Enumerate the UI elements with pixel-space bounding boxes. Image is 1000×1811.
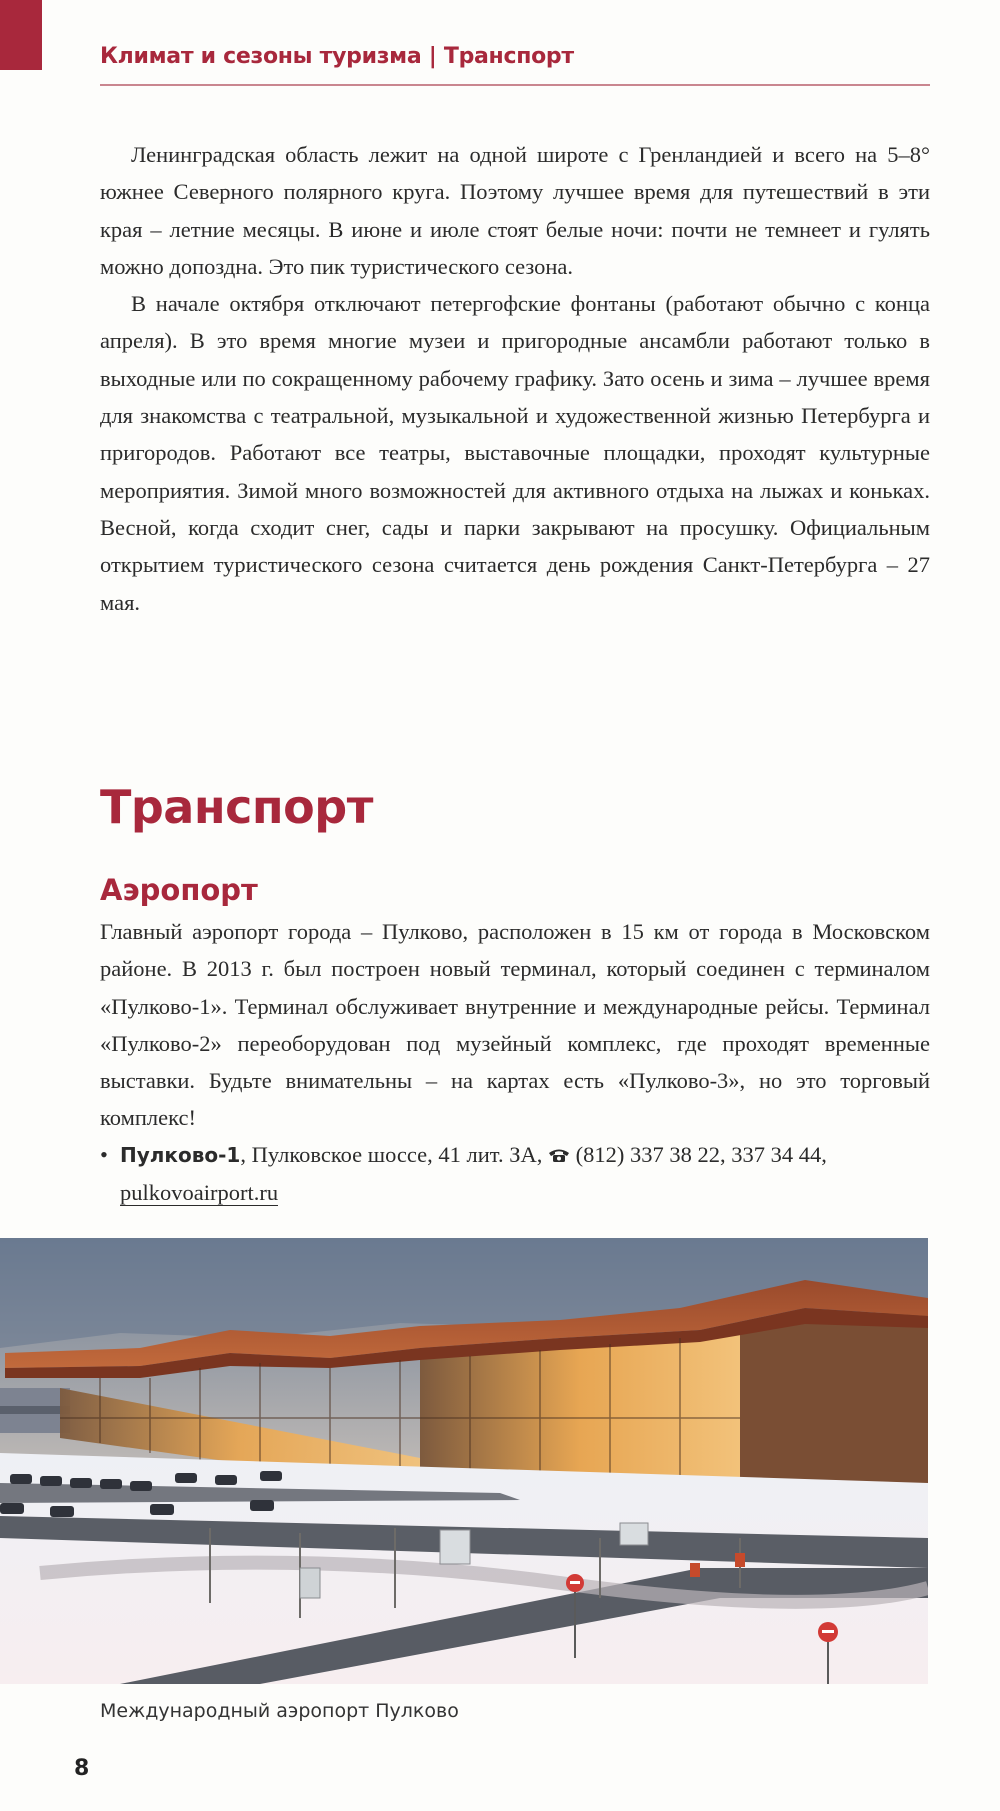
photo-caption: Международный аэропорт Пулково <box>100 1700 459 1722</box>
subsection-title: Аэропорт <box>100 873 258 907</box>
airport-photo <box>0 1238 928 1684</box>
intro-paragraph-1: Ленинградская область лежит на одной широте с Гренландией и всего на 5–8° южнее Северного полярного круга. Поэтому лучшее время для путешествий в эти края – летние месяцы. В июне и июле стоят белые ночи: почти не темнеет и гулять можно допоздна. Это пик туристического сезона. <box>100 142 930 279</box>
contact-list-item <box>100 1136 930 1212</box>
airport-address: , Пулковское шоссе, 41 лит. ЗА, <box>240 1142 548 1167</box>
airport-paragraph: Главный аэропорт города – Пулково, расположен в 15 км от города в Московском районе. В 2013 г. был построен новый терминал, который соединен с терминалом «Пулково-1». Терминал обслуживает внутренние и международные рейсы. Терминал «Пулково-2» переоборудован под музейный комплекс, где проходят временные выставки. Будьте внимательны – на картах есть «Пулково-3», но это торговый комплекс! <box>100 919 930 1131</box>
airport-name: Пулково-1 <box>120 1143 241 1167</box>
bullet: • <box>100 1142 108 1167</box>
running-header: Климат и сезоны туризма | Транспорт <box>100 44 574 69</box>
intro-section <box>100 136 930 621</box>
page-number: 8 <box>74 1756 90 1781</box>
airport-phones: (812) 337 38 22, 337 34 44, <box>569 1142 827 1167</box>
section-title: Транспорт <box>100 780 373 834</box>
corner-tab <box>0 0 42 70</box>
phone-icon <box>548 1148 570 1163</box>
airport-website-link[interactable]: pulkovoairport.ru <box>120 1180 279 1206</box>
header-rule <box>100 84 930 86</box>
intro-paragraph-2: В начале октября отключают петергофские фонтаны (работают обычно с конца апреля). В это время многие музеи и пригородные ансамбли работают только в выходные или по сокращенному рабочему графику. Зато осень и зима – лучшее время для знакомства с театральной, музыкальной и художественной жизнью Петербурга и пригородов. Работают все театры, выставочные площадки, проходят культурные мероприятия. Зимой много возможностей для активного отдыха на лыжах и коньках. Весной, когда сходит снег, сады и парки закрывают на просушку. Официальным открытием туристического сезона считается день рождения Санкт-Петербурга – 27 мая. <box>100 291 930 615</box>
airport-section <box>100 913 930 1137</box>
